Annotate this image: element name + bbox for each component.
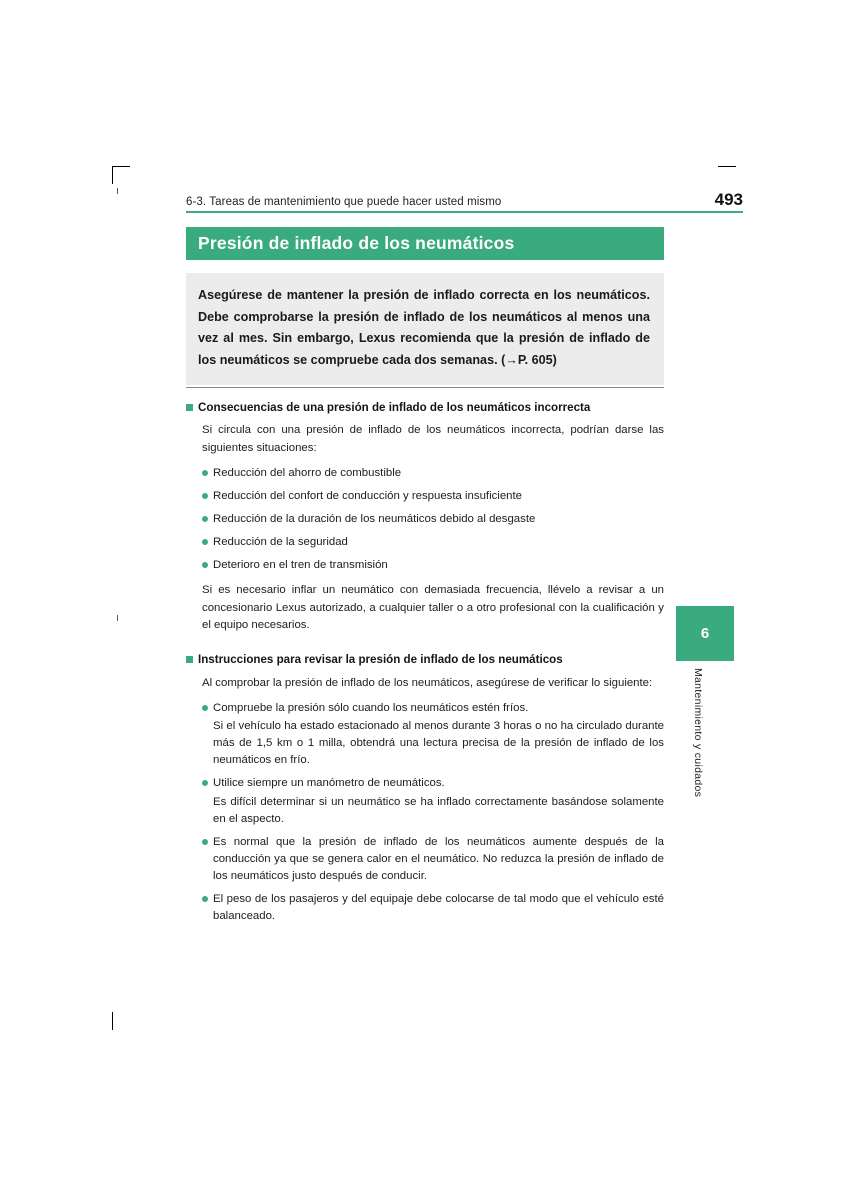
spacer xyxy=(186,642,664,648)
section-intro-paragraph: Si circula con una presión de inflado de los neumáticos incorrecta, podrían darse las siguientes situaciones: xyxy=(202,424,664,454)
square-bullet-icon xyxy=(186,404,193,411)
crop-mark-top-left-vertical xyxy=(112,166,113,184)
header-divider xyxy=(186,211,743,213)
crop-mark-top-right-horizontal xyxy=(718,166,736,167)
chapter-number: 6 xyxy=(700,625,710,642)
page-content xyxy=(186,396,664,933)
page-number: 493 xyxy=(714,190,743,209)
list-item: Reducción de la duración de los neumáticos debido al desgaste xyxy=(202,511,664,528)
page-title: Presión de inflado de los neumáticos xyxy=(198,233,515,253)
section-intro-paragraph: Al comprobar la presión de inflado de los neumáticos, asegúrese de verificar lo siguiente: xyxy=(202,676,653,689)
list-item-main: Compruebe la presión sólo cuando los neumáticos estén fríos. xyxy=(213,701,529,714)
list-item-sub: Es difícil determinar si un neumático se ha inflado correctamente basándose solamente en el aspecto. xyxy=(213,795,664,825)
page-header xyxy=(186,190,743,210)
list-item: Reducción del confort de conducción y respuesta insuficiente xyxy=(202,488,664,505)
list-item: Deterioro en el tren de transmisión xyxy=(202,557,664,574)
list-item xyxy=(202,834,664,885)
section-heading-label: Consecuencias de una presión de inflado de los neumáticos incorrecta xyxy=(198,401,591,414)
list-item-sub: Si el vehículo ha estado estacionado al menos durante 3 horas o no ha circulado durante más de 1,5 km o 1 milla, obtendrá una lectura precisa de la presión de inflado de los neumáticos en frío. xyxy=(213,720,664,767)
square-bullet-icon xyxy=(186,656,193,663)
list-item-main: Es normal que la presión de inflado de los neumáticos aumente después de la conducción ya que se genera calor en el neumático. No reduzca la presión de inflado de los neumáticos justo después de conducir. xyxy=(213,835,664,882)
section-heading-consequences xyxy=(186,400,664,416)
list-item-main: El peso de los pasajeros y del equipaje debe colocarse de tal modo que el vehículo esté balanceado. xyxy=(213,893,664,923)
section-heading-label: Instrucciones para revisar la presión de inflado de los neumáticos xyxy=(198,653,563,667)
list-item: Reducción de la seguridad xyxy=(202,534,664,551)
chapter-label: Mantenimiento y cuidados xyxy=(692,668,704,798)
list-item xyxy=(202,700,664,769)
intro-text: Asegúrese de mantener la presión de inflado correcta en los neumáticos. Debe comprobarse la presión de inflado de los neumáticos al menos una vez al mes. Sin embargo, Lexus recomienda que la presión de inflado de los neumáticos se compruebe cada dos semanas. (→P. 605) xyxy=(198,288,650,367)
section-heading-instructions xyxy=(186,652,664,668)
section-outro-paragraph: Si es necesario inflar un neumático con demasiada frecuencia, llévelo a revisar a un concesionario Lexus autorizado, a cualquier taller o a otro profesional con la cualificación y el equipo necesarios. xyxy=(202,584,664,632)
crop-mark-top-left-horizontal xyxy=(112,166,130,167)
breadcrumb: 6-3. Tareas de mantenimiento que puede hacer usted mismo xyxy=(186,196,502,208)
registration-tick-top xyxy=(117,188,118,194)
content-divider xyxy=(186,387,664,388)
consequences-list xyxy=(186,465,664,575)
instructions-list xyxy=(186,700,664,925)
intro-callout xyxy=(186,273,664,385)
list-item xyxy=(202,891,664,925)
chapter-tab xyxy=(676,606,734,661)
registration-tick-middle xyxy=(117,615,118,621)
list-item xyxy=(202,775,664,827)
list-item-main: Utilice siempre un manómetro de neumáticos. xyxy=(213,777,445,790)
section-title-band xyxy=(186,227,664,260)
crop-mark-bottom-left-vertical xyxy=(112,1012,113,1030)
list-item: Reducción del ahorro de combustible xyxy=(202,465,664,482)
